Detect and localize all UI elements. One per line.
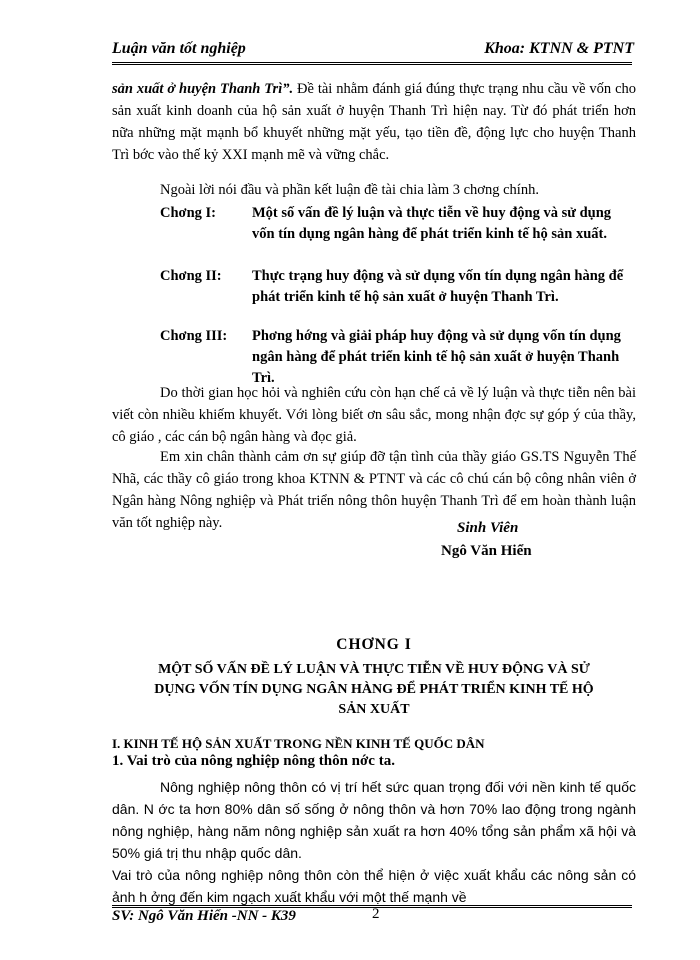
chapter-description: Thực trạng huy động và sử dụng vốn tín dụng ngân hàng để phát triển kinh tế hộ sản xuất ở huyện Thanh Trì.	[252, 268, 624, 305]
subsection-heading: 1. Vai trò của nông nghiệp nông thôn nớc ta.	[112, 753, 395, 769]
chapter-list-item-2	[160, 266, 636, 308]
structure-intro: Ngoài lời nói đầu và phần kết luận đề tài chia làm 3 chơng chính.	[160, 182, 539, 198]
body-paragraph-1: Nông nghiệp nông thôn có vị trí hết sức quan trọng đối với nền kinh tế quốc dân. N ớc ta hơn 80% dân số sống ở nông thôn và hơn 70% lao động trong ngành nông nghiệp, hàng năm nông nghiệp sản xuất ra hơn 40% tổng sản phẩm xã hội và 50% giá trị thu nhập quốc dân.	[112, 779, 636, 861]
signature-role: Sinh Viên	[457, 520, 519, 536]
intro-paragraph	[112, 78, 636, 166]
section-heading: I. KINH TẾ HỘ SẢN XUẤT TRONG NỀN KINH TẾ QUỐC DÂN	[112, 736, 485, 751]
body-paragraph-2: Vai trò của nông nghiệp nông thôn còn thể hiện ở việc xuất khẩu các nông sản có ảnh h ởng đến kim ngạch xuất khẩu với một thế mạnh về	[112, 867, 636, 905]
footer-author: SV: Ngô Văn Hiển -NN - K39	[112, 908, 296, 924]
intro-paragraph-text: Đề tài nhằm đánh giá đúng thực trạng nhu cầu về vốn cho sản xuất kinh doanh của hộ sản xuất ở huyện Thanh Trì hiện nay. Từ đó phát triển hơn nữa những mặt mạnh bổ khuyết những mặt yếu, tạo tiền đề, động lực cho huyện Thanh Trì bớc vào thế kỷ XXI mạnh mẽ và vững chắc.	[112, 81, 636, 163]
thanks-paragraph: Em xin chân thành cảm ơn sự giúp đỡ tận tình của thầy giáo GS.TS Nguyễn Thế Nhã, các thầy cô giáo trong khoa KTNN & PTNT và các cô chú cán bộ công nhân viên ở Ngân hàng Nông nghiệp và Phát triển nông thôn huyện Thanh Trì để em hoàn thành luận văn tốt nghiệp này.	[112, 449, 636, 531]
chapter-label: Chơng II:	[160, 268, 222, 284]
chapter-label: Chơng I:	[160, 205, 216, 221]
signature-name: Ngô Văn Hiển	[441, 543, 532, 559]
chapter-title-text: MỘT SỐ VẤN ĐỀ LÝ LUẬN VÀ THỰC TIỄN VỀ HUY ĐỘNG VÀ SỬ DỤNG VỐN TÍN DỤNG NGÂN HÀNG ĐỂ PHÁT TRIỂN KINH TẾ HỘ SẢN XUẤT	[154, 662, 594, 717]
chapter-list-item-1	[160, 203, 636, 245]
intro-thesis-title-end: sản xuất ở huyện Thanh Trì”.	[112, 81, 294, 97]
limitation-paragraph: Do thời gian học hỏi và nghiên cứu còn hạn chế cả về lý luận và thực tiễn nên bài viết còn nhiều khiếm khuyết. Với lòng biết ơn sâu sắc, mong nhận đợc sự góp ý của thầy, cô giáo , các cán bộ ngân hàng và đọc giả.	[112, 385, 636, 445]
chapter-label: Chơng III:	[160, 328, 228, 344]
header-left-title: Luận văn tốt nghiệp	[112, 40, 246, 57]
chapter-description: Một số vấn đề lý luận và thực tiễn về huy động và sử dụng vốn tín dụng ngân hàng để phát triển kinh tế hộ sản xuất.	[252, 205, 612, 242]
chapter-description: Phơng hớng và giải pháp huy động và sử dụng vốn tín dụng ngân hàng để phát triển kinh tế hộ sản xuất ở huyện Thanh Trì.	[252, 328, 621, 386]
page-number: 2	[372, 906, 380, 922]
chapter-title	[112, 660, 636, 720]
chapter-list-item-3	[160, 326, 636, 389]
chapter-heading: CHƠNG I	[336, 636, 412, 653]
header-right-department: Khoa: KTNN & PTNT	[484, 40, 634, 57]
header-rule	[112, 62, 632, 65]
